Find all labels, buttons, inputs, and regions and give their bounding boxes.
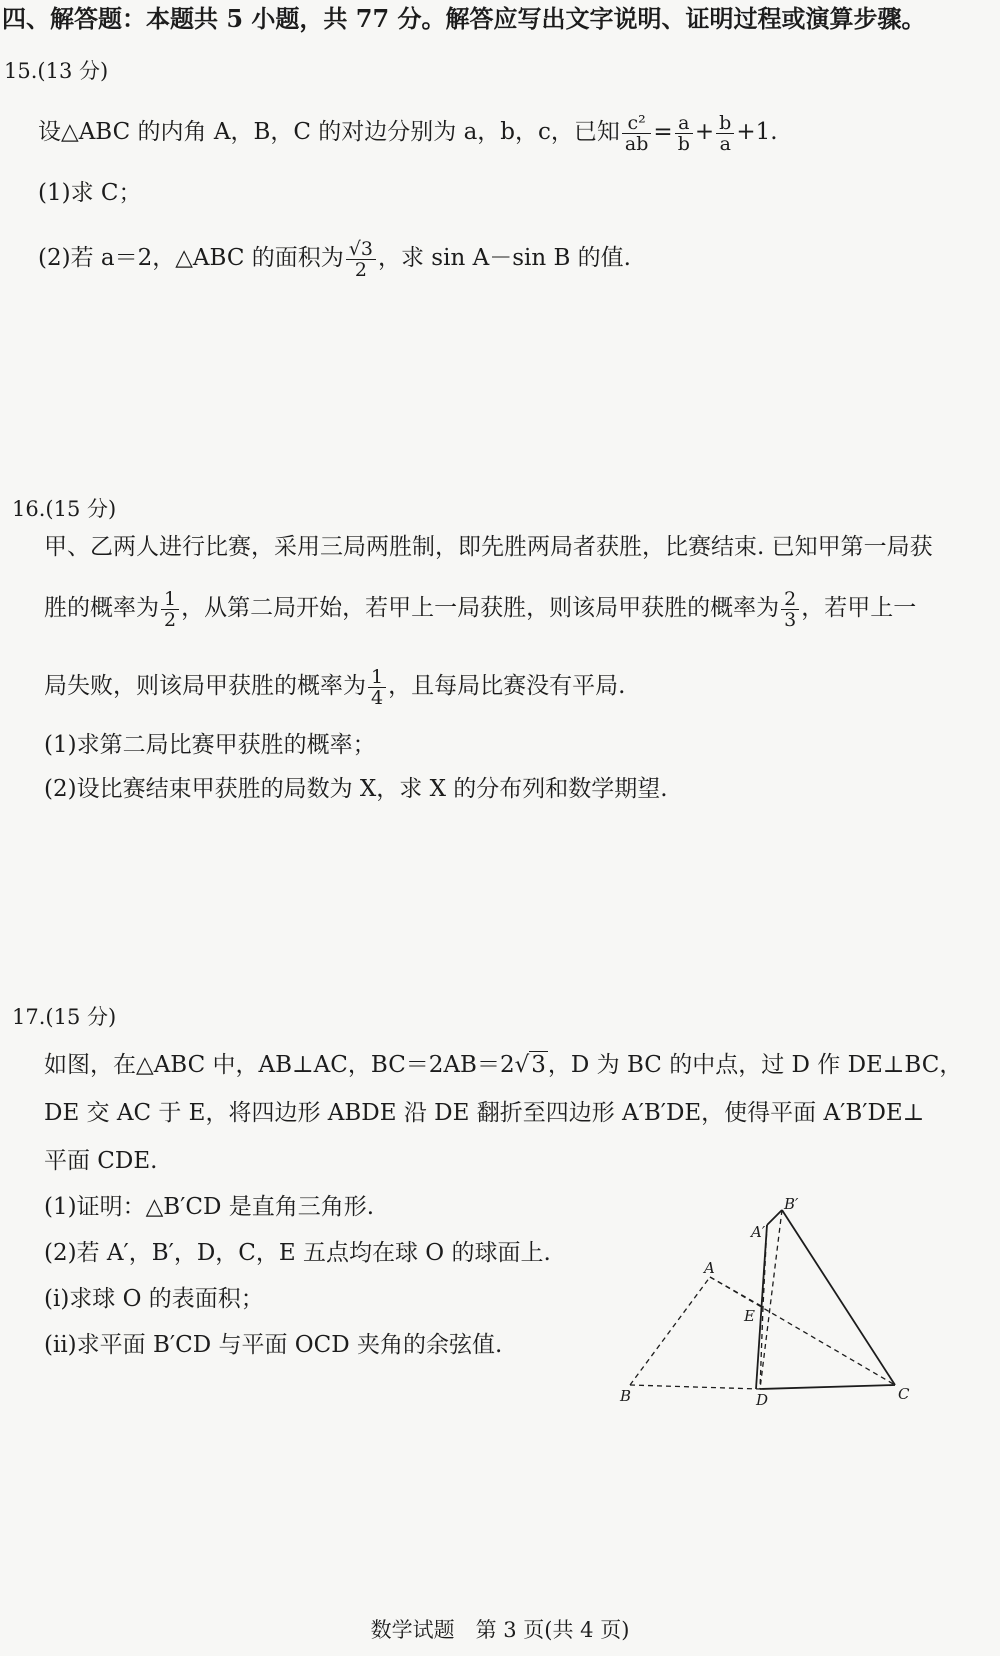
edge-BD	[630, 1385, 760, 1389]
q15-part2: (2)若 a＝2，△ABC 的面积为 $\frac{√3}{2}$ ，求 sin A－sin B 的值.	[38, 237, 631, 281]
q17-line3: 平面 CDE.	[44, 1148, 158, 1174]
page-footer: 数学试题 第 3 页(共 4 页)	[370, 1618, 630, 1642]
q16-prob-quarter: $\frac{1}{4}$	[368, 667, 386, 708]
edge-B-prime-C	[782, 1210, 895, 1385]
q17-part1: (1)证明：△B′CD 是直角三角形.	[44, 1194, 375, 1220]
q15-stem-suffix: +1.	[736, 119, 778, 145]
q15-fraction-a-b: $\frac{a}{b}$	[675, 113, 693, 154]
q17-part2-i: (ⅰ)求球 O 的表面积；	[44, 1286, 264, 1312]
label-D: D	[756, 1391, 769, 1409]
edge-AC	[710, 1277, 895, 1385]
q16-prob-half: $\frac{1}{2}$	[161, 589, 179, 630]
q15-fraction-c2-ab: $\frac{\text{c²}}{ab}$	[622, 113, 652, 154]
q17-number: 17.(15 分)	[12, 1005, 117, 1029]
q17-line1: 如图，在△ABC 中，AB⊥AC，BC＝2AB＝2√3，D 为 BC 的中点，过 D 作 DE⊥BC，	[44, 1052, 963, 1078]
q17-part2-ii: (ⅱ)求平面 B′CD 与平面 OCD 夹角的余弦值.	[44, 1332, 503, 1358]
label-B-prime: B′	[784, 1195, 799, 1213]
q15-stem-prefix: 设△ABC 的内角 A，B，C 的对边分别为 a，b，c，已知	[38, 119, 620, 145]
q16-part2: (2)设比赛结束甲获胜的局数为 X，求 X 的分布列和数学期望.	[44, 776, 668, 802]
label-A: A	[704, 1259, 715, 1277]
edge-DC	[760, 1385, 895, 1389]
q17-part2: (2)若 A′，B′，D，C，E 五点均在球 O 的球面上.	[44, 1240, 551, 1266]
q16-line1: 甲、乙两人进行比赛，采用三局两胜制，即先胜两局者获胜，比赛结束. 已知甲第一局获	[44, 534, 933, 560]
q16-line3: 局失败，则该局甲获胜的概率为 $\frac{1}{4}$ ，且每局比赛没有平局.	[44, 665, 626, 709]
q15-area-fraction: $\frac{√3}{2}$	[346, 239, 376, 280]
edge-AE	[710, 1277, 763, 1307]
q15-number: 15.(13 分)	[4, 59, 109, 83]
q17-sqrt3: √3	[514, 1052, 546, 1078]
edge-BA	[630, 1277, 710, 1385]
q15-part1: (1)求 C；	[38, 180, 142, 206]
q16-part1: (1)求第二局比赛甲获胜的概率；	[44, 732, 376, 758]
q16-prob-two-thirds: $\frac{2}{3}$	[781, 589, 799, 630]
q16-number: 16.(15 分)	[12, 497, 117, 521]
q17-geometry-figure	[620, 1195, 940, 1415]
label-B: B	[620, 1387, 632, 1405]
q15-stem: 设△ABC 的内角 A，B，C 的对边分别为 a，b，c，已知 $\frac{\text{c²}}{ab}$ = $\frac{a}{b}$ + $\frac{b}{a}$ +1.	[38, 111, 778, 155]
edge-B-prime-A-prime	[767, 1210, 782, 1225]
label-E: E	[744, 1307, 755, 1325]
q17-line2: DE 交 AC 于 E，将四边形 ABDE 沿 DE 翻折至四边形 A′B′DE，使得平面 A′B′DE⊥	[44, 1100, 925, 1126]
q15-fraction-b-a: $\frac{b}{a}$	[716, 113, 734, 154]
label-A-prime: A′	[751, 1223, 766, 1241]
label-C: C	[898, 1385, 910, 1403]
q16-line2: 胜的概率为 $\frac{1}{2}$ ，从第二局开始，若甲上一局获胜，则该局甲获胜的概率为 $\frac{2}{3}$ ，若甲上一	[44, 587, 917, 631]
section-heading: 四、解答题：本题共 5 小题，共 77 分。解答应写出文字说明、证明过程或演算步骤。	[2, 4, 926, 33]
